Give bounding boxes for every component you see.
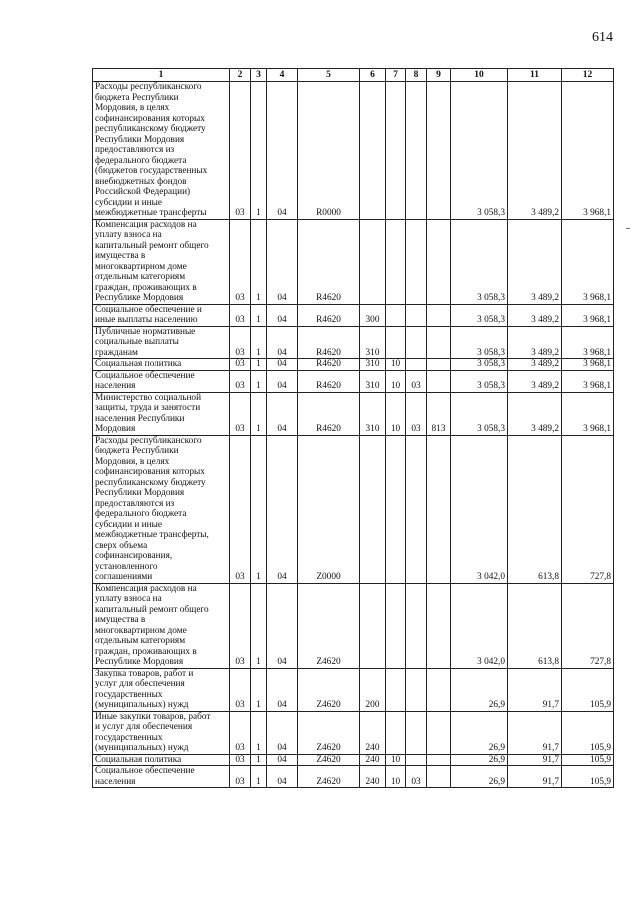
cell-col-8 <box>406 304 427 326</box>
cell-col-5: Z4620 <box>298 754 360 766</box>
table-row <box>93 766 614 788</box>
cell-col-4: 04 <box>267 754 298 766</box>
column-header-3: 3 <box>251 69 267 82</box>
cell-col-10: 26,9 <box>451 668 508 711</box>
cell-col-3: 1 <box>251 326 267 359</box>
cell-col-8: 03 <box>406 370 427 392</box>
cell-col-2: 03 <box>230 370 251 392</box>
cell-col-4: 04 <box>267 766 298 788</box>
cell-col-2: 03 <box>230 392 251 435</box>
table-row <box>93 392 614 435</box>
column-header-10: 10 <box>451 69 508 82</box>
cell-col-11: 91,7 <box>508 668 562 711</box>
cell-col-2: 03 <box>230 754 251 766</box>
cell-col-8: 03 <box>406 766 427 788</box>
cell-col-10: 3 058,3 <box>451 219 508 304</box>
cell-col-8 <box>406 359 427 371</box>
column-header-9: 9 <box>427 69 451 82</box>
cell-col-8 <box>406 219 427 304</box>
cell-col-10: 3 058,3 <box>451 82 508 220</box>
cell-col-9 <box>427 435 451 583</box>
cell-col-6: 200 <box>360 668 386 711</box>
cell-col-3: 1 <box>251 359 267 371</box>
cell-col-8 <box>406 82 427 220</box>
cell-col-4: 04 <box>267 359 298 371</box>
cell-col-10: 3 058,3 <box>451 392 508 435</box>
cell-col-9 <box>427 219 451 304</box>
row-name: Публичные нормативные социальные выплаты гражданам <box>93 326 230 359</box>
cell-col-10: 3 042,0 <box>451 583 508 668</box>
table-row <box>93 583 614 668</box>
cell-col-11: 91,7 <box>508 711 562 754</box>
cell-col-2: 03 <box>230 668 251 711</box>
cell-col-2: 03 <box>230 304 251 326</box>
row-name: Социальное обеспечение населения <box>93 766 230 788</box>
cell-col-12: 3 968,1 <box>562 82 614 220</box>
cell-col-7 <box>386 326 406 359</box>
cell-col-5: Z4620 <box>298 711 360 754</box>
table-body <box>93 82 614 788</box>
cell-col-11: 613,8 <box>508 435 562 583</box>
cell-col-12: 3 968,1 <box>562 326 614 359</box>
cell-col-9 <box>427 82 451 220</box>
cell-col-10: 3 058,3 <box>451 359 508 371</box>
cell-col-12: 105,9 <box>562 711 614 754</box>
cell-col-9 <box>427 370 451 392</box>
column-header-1: 1 <box>93 69 230 82</box>
cell-col-5: R4620 <box>298 219 360 304</box>
cell-col-12: 3 968,1 <box>562 359 614 371</box>
cell-col-12: 3 968,1 <box>562 304 614 326</box>
row-name: Компенсация расходов на уплату взноса на капитальный ремонт общего имущества в многоквартирном доме отдельным категориям граждан, проживающих в Республике Мордовия <box>93 219 230 304</box>
cell-col-7 <box>386 435 406 583</box>
cell-col-12: 3 968,1 <box>562 370 614 392</box>
table-row <box>93 82 614 220</box>
header-row <box>93 69 614 82</box>
table-row <box>93 435 614 583</box>
column-header-2: 2 <box>230 69 251 82</box>
column-header-6: 6 <box>360 69 386 82</box>
cell-col-10: 26,9 <box>451 754 508 766</box>
cell-col-11: 613,8 <box>508 583 562 668</box>
cell-col-3: 1 <box>251 370 267 392</box>
cell-col-9 <box>427 668 451 711</box>
cell-col-8: 03 <box>406 392 427 435</box>
cell-col-5: R4620 <box>298 359 360 371</box>
cell-col-4: 04 <box>267 326 298 359</box>
column-header-7: 7 <box>386 69 406 82</box>
cell-col-8 <box>406 326 427 359</box>
cell-col-10: 3 042,0 <box>451 435 508 583</box>
cell-col-8 <box>406 711 427 754</box>
cell-col-12: 3 968,1 <box>562 219 614 304</box>
cell-col-12: 105,9 <box>562 668 614 711</box>
cell-col-5: R0000 <box>298 82 360 220</box>
row-name: Иные закупки товаров, работ и услуг для обеспечения государственных (муниципальных) нужд <box>93 711 230 754</box>
table-row <box>93 219 614 304</box>
cell-col-5: R4620 <box>298 304 360 326</box>
cell-col-6: 240 <box>360 766 386 788</box>
cell-col-12: 105,9 <box>562 766 614 788</box>
cell-col-3: 1 <box>251 82 267 220</box>
cell-col-5: Z0000 <box>298 435 360 583</box>
cell-col-9 <box>427 304 451 326</box>
cell-col-6: 300 <box>360 304 386 326</box>
cell-col-11: 3 489,2 <box>508 219 562 304</box>
cell-col-9 <box>427 711 451 754</box>
table-row <box>93 359 614 371</box>
row-name: Расходы республиканского бюджета Республики Мордовия, в целях софинансирования которых республиканскому бюджету Республики Мордовия предоставляются из федерального бюджета субсидии и иные межбюджетные трансферты, сверх объема софинансирования, установленного соглашениями <box>93 435 230 583</box>
row-name: Расходы республиканского бюджета Республики Мордовия, в целях софинансирования которых республиканскому бюджету Республики Мордовия предоставляются из федерального бюджета (бюджетов государственных внебюджетных фондов Российской Федерации) субсидии и иные межбюджетные трансферты <box>93 82 230 220</box>
cell-col-4: 04 <box>267 711 298 754</box>
row-name: Закупка товаров, работ и услуг для обеспечения государственных (муниципальных) нужд <box>93 668 230 711</box>
cell-col-11: 91,7 <box>508 766 562 788</box>
cell-col-4: 04 <box>267 392 298 435</box>
page-number: 614 <box>592 30 613 45</box>
row-name: Социальная политика <box>93 754 230 766</box>
cell-col-7: 10 <box>386 766 406 788</box>
cell-col-2: 03 <box>230 326 251 359</box>
cell-col-2: 03 <box>230 219 251 304</box>
cell-col-2: 03 <box>230 711 251 754</box>
cell-col-6 <box>360 219 386 304</box>
cell-col-12: 105,9 <box>562 754 614 766</box>
cell-col-11: 3 489,2 <box>508 370 562 392</box>
cell-col-5: R4620 <box>298 370 360 392</box>
cell-col-12: 3 968,1 <box>562 392 614 435</box>
cell-col-6: 310 <box>360 326 386 359</box>
cell-col-11: 3 489,2 <box>508 82 562 220</box>
table-row <box>93 754 614 766</box>
cell-col-10: 26,9 <box>451 766 508 788</box>
row-name: Социальная политика <box>93 359 230 371</box>
cell-col-4: 04 <box>267 668 298 711</box>
cell-col-8 <box>406 583 427 668</box>
cell-col-2: 03 <box>230 766 251 788</box>
cell-col-2: 03 <box>230 82 251 220</box>
cell-col-7 <box>386 219 406 304</box>
table-row <box>93 370 614 392</box>
cell-col-11: 91,7 <box>508 754 562 766</box>
cell-col-4: 04 <box>267 219 298 304</box>
table-row <box>93 668 614 711</box>
cell-col-11: 3 489,2 <box>508 326 562 359</box>
cell-col-3: 1 <box>251 766 267 788</box>
column-header-8: 8 <box>406 69 427 82</box>
cell-col-10: 3 058,3 <box>451 370 508 392</box>
cell-col-10: 3 058,3 <box>451 304 508 326</box>
cell-col-4: 04 <box>267 435 298 583</box>
cell-col-9 <box>427 359 451 371</box>
row-name: Компенсация расходов на уплату взноса на капитальный ремонт общего имущества в многоквартирном доме отдельным категориям граждан, проживающих в Республике Мордовия <box>93 583 230 668</box>
cell-col-11: 3 489,2 <box>508 392 562 435</box>
cell-col-3: 1 <box>251 754 267 766</box>
cell-col-9 <box>427 766 451 788</box>
cell-col-3: 1 <box>251 711 267 754</box>
cell-col-7 <box>386 668 406 711</box>
column-header-11: 11 <box>508 69 562 82</box>
cell-col-11: 3 489,2 <box>508 304 562 326</box>
cell-col-6 <box>360 82 386 220</box>
cell-col-6 <box>360 435 386 583</box>
cell-col-4: 04 <box>267 82 298 220</box>
cell-col-7: 10 <box>386 370 406 392</box>
row-name: Министерство социальной защиты, труда и занятости населения Республики Мордовия <box>93 392 230 435</box>
cell-col-7: 10 <box>386 359 406 371</box>
cell-col-2: 03 <box>230 435 251 583</box>
cell-col-9 <box>427 583 451 668</box>
cell-col-3: 1 <box>251 583 267 668</box>
cell-col-3: 1 <box>251 219 267 304</box>
table-row <box>93 326 614 359</box>
cell-col-7 <box>386 711 406 754</box>
cell-col-5: Z4620 <box>298 583 360 668</box>
cell-col-10: 3 058,3 <box>451 326 508 359</box>
cell-col-8 <box>406 754 427 766</box>
column-header-5: 5 <box>298 69 360 82</box>
cell-col-2: 03 <box>230 359 251 371</box>
cell-col-3: 1 <box>251 304 267 326</box>
cell-col-5: R4620 <box>298 326 360 359</box>
cell-col-5: R4620 <box>298 392 360 435</box>
cell-col-12: 727,8 <box>562 435 614 583</box>
table-row <box>93 304 614 326</box>
table-row <box>93 711 614 754</box>
cell-col-6 <box>360 583 386 668</box>
cell-col-6: 310 <box>360 392 386 435</box>
column-header-12: 12 <box>562 69 614 82</box>
cell-col-3: 1 <box>251 392 267 435</box>
cell-col-10: 26,9 <box>451 711 508 754</box>
cell-col-7 <box>386 82 406 220</box>
cell-col-8 <box>406 435 427 583</box>
row-name: Социальное обеспечение населения <box>93 370 230 392</box>
cell-col-4: 04 <box>267 583 298 668</box>
cell-col-5: Z4620 <box>298 766 360 788</box>
cell-col-12: 727,8 <box>562 583 614 668</box>
cell-col-3: 1 <box>251 435 267 583</box>
row-name: Социальное обеспечение и иные выплаты населению <box>93 304 230 326</box>
cell-col-7: 10 <box>386 754 406 766</box>
cell-col-7: 10 <box>386 392 406 435</box>
cell-col-9 <box>427 326 451 359</box>
cell-col-5: Z4620 <box>298 668 360 711</box>
budget-table <box>92 68 614 788</box>
cell-col-6: 310 <box>360 359 386 371</box>
margin-mark <box>626 228 630 229</box>
cell-col-11: 3 489,2 <box>508 359 562 371</box>
cell-col-3: 1 <box>251 668 267 711</box>
column-header-4: 4 <box>267 69 298 82</box>
cell-col-9 <box>427 754 451 766</box>
cell-col-2: 03 <box>230 583 251 668</box>
cell-col-7 <box>386 304 406 326</box>
cell-col-8 <box>406 668 427 711</box>
cell-col-4: 04 <box>267 304 298 326</box>
cell-col-9: 813 <box>427 392 451 435</box>
cell-col-4: 04 <box>267 370 298 392</box>
cell-col-7 <box>386 583 406 668</box>
cell-col-6: 240 <box>360 711 386 754</box>
cell-col-6: 240 <box>360 754 386 766</box>
cell-col-6: 310 <box>360 370 386 392</box>
